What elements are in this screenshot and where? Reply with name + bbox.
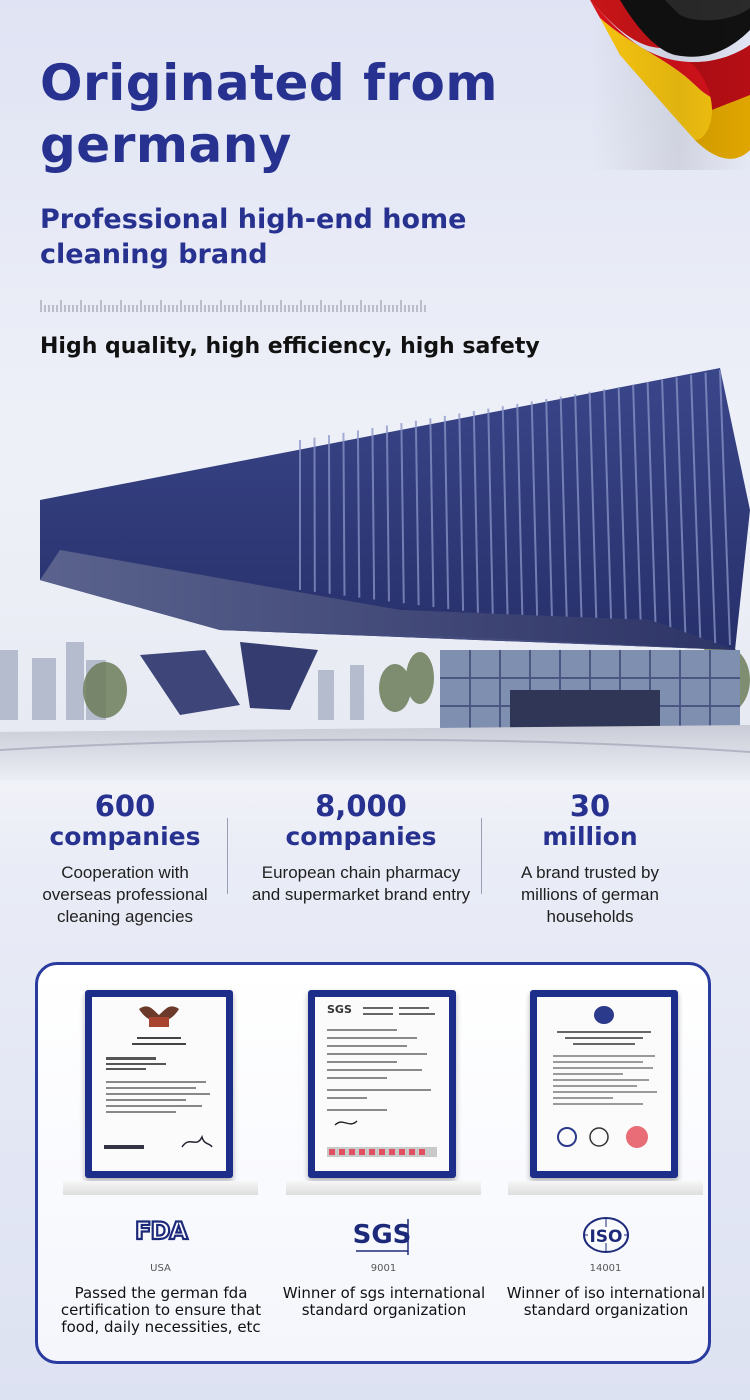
svg-text:SGS: SGS: [352, 1220, 411, 1250]
stat-unit: million: [542, 822, 638, 851]
certificate-description: Winner of sgs international standard organization: [282, 1284, 486, 1319]
sgs-certificate-image: [308, 990, 456, 1178]
stat-unit: companies: [285, 822, 437, 851]
iso-code: 14001: [589, 1263, 622, 1274]
display-shelf: [63, 1181, 258, 1195]
sgs-code: 9001: [370, 1263, 397, 1274]
stats-section: [0, 790, 750, 940]
stat-description: A brand trusted by millions of german households: [521, 863, 659, 926]
stat-overseas-agencies: [25, 790, 225, 928]
stat-number: 8,000: [315, 789, 407, 823]
svg-text:FDA: FDA: [134, 1217, 187, 1245]
stat-description: Cooperation with overseas professional cleaning agencies: [42, 863, 208, 926]
stat-unit: companies: [49, 822, 201, 851]
stat-number: 30: [569, 789, 611, 823]
stat-european-chains: [246, 790, 476, 906]
page-title: Originated from germany: [40, 54, 498, 174]
svg-text:ISO: ISO: [588, 1227, 623, 1247]
fda-logo-icon: [63, 1215, 258, 1249]
stat-divider: [481, 818, 482, 894]
certificates-card: [35, 962, 711, 1364]
stat-households: [495, 790, 685, 928]
stat-description: European chain pharmacy and supermarket brand entry: [251, 863, 471, 904]
certificate-description: Passed the german fda certification to ensure that food, daily necessities, etc: [60, 1284, 262, 1336]
page-subtitle: Professional high-end home cleaning brand: [40, 204, 467, 270]
iso-logo-icon: [508, 1215, 703, 1259]
display-shelf: [286, 1181, 481, 1195]
fda-certificate-image: [85, 990, 233, 1178]
headquarters-building-image: [0, 360, 750, 780]
svg-text:SGS: SGS: [327, 1003, 352, 1016]
sgs-logo-icon: [286, 1215, 481, 1263]
iso-certificate-image: [530, 990, 678, 1178]
fda-code: USA: [150, 1263, 171, 1274]
tagline: High quality, high efficiency, high safety: [40, 334, 540, 359]
stat-number: 600: [94, 789, 156, 823]
stat-divider: [227, 818, 228, 894]
ruler-decoration: [40, 296, 426, 312]
display-shelf: [508, 1181, 703, 1195]
certificate-description: Winner of iso international standard organization: [506, 1284, 706, 1319]
